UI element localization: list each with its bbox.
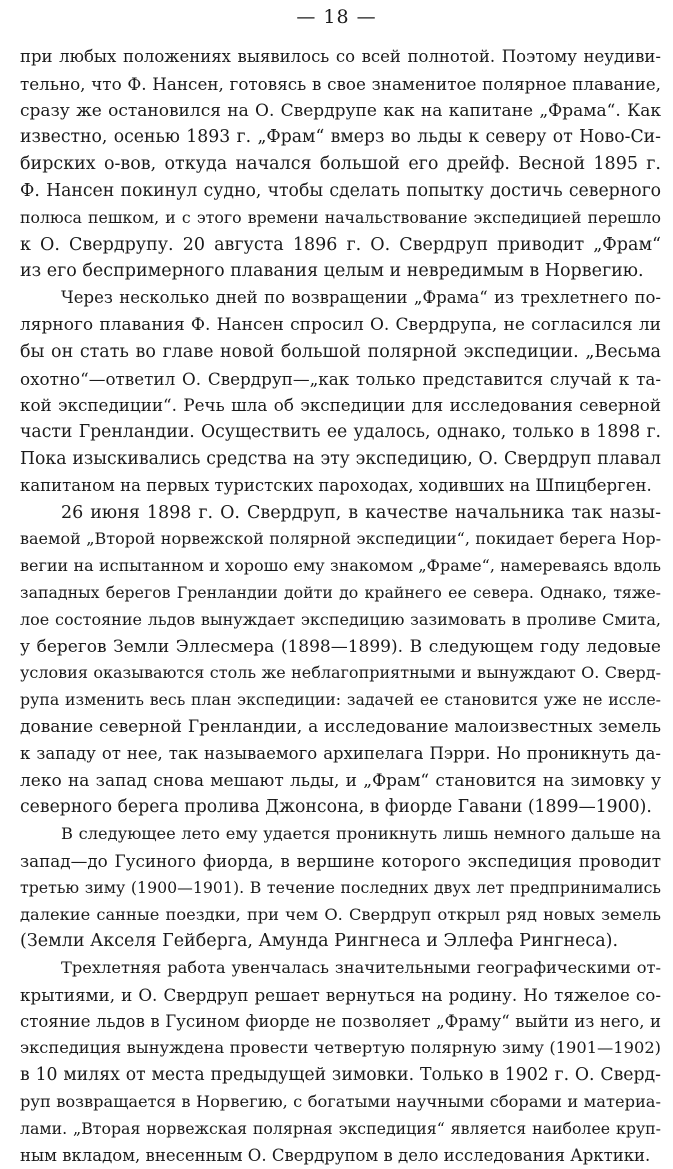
text-line: к западу от нее, так называемого архипелага Пэрри. Но проникнуть да- [20, 743, 661, 763]
body-text [20, 44, 661, 1169]
text-line: у берегов Земли Эллесмера (1898—1899). В следующем году ледовые [20, 636, 661, 657]
text-line: лами. „Вторая норвежская полярная экспедиция“ является наиболее круп- [20, 1118, 661, 1138]
text-line: кой экспедиции“. Речь шла об экспедиции для исследования северной [20, 395, 661, 416]
text-line: западных берегов Гренландии дойти до крайнего ее севера. Однако, тяже- [20, 582, 661, 602]
text-line: бирских о-вов, откуда начался большой его дрейф. Весной 1895 г. [20, 154, 661, 175]
text-line: известно, осенью 1893 г. „Фрам“ вмерз во льды к северу от Ново-Си- [20, 127, 661, 148]
text-line: Пока изыскивались средства на эту экспедицию, О. Свердруп плавал [20, 448, 661, 469]
text-line: Через несколько дней по возвращении „Фрама“ из трехлетнего по- [61, 288, 661, 308]
text-line: (Земли Акселя Гейберга, Амунда Рингнеса и Эллефа Рингнеса). [20, 931, 619, 952]
text-line: третью зиму (1900—1901). В течение последних двух лет предпринимались [20, 877, 661, 897]
text-line: северного берега пролива Джонсона, в фиорде Гавани (1899—1900). [20, 797, 652, 818]
text-line: полюса пешком, и с этого времени начальствование экспедицией перешло [20, 207, 661, 227]
text-line: в 10 милях от места предыдущей зимовки. Только в 1902 г. О. Сверд- [20, 1065, 661, 1086]
text-line: условия оказываются столь же неблагоприятными и вынуждают О. Сверд- [20, 663, 661, 683]
text-line: охотно“—ответил О. Свердруп—„как только представится случай к та- [20, 368, 661, 389]
text-line: лярного плавания Ф. Нансен спросил О. Свердрупа, не согласился ли [20, 314, 661, 335]
text-line: к О. Свердрупу. 20 августа 1896 г. О. Свердруп приводит „Фрам“ [20, 234, 661, 255]
text-line: при любых положениях выявилось со всей полнотой. Поэтому неудиви- [20, 47, 661, 66]
text-line: крытиями, и О. Свердруп решает вернуться на родину. Но тяжелое со- [20, 984, 661, 1005]
text-line: дование северной Гренландии, а исследование малоизвестных земель [20, 716, 661, 737]
text-line: ным вкладом, внесенным О. Свердрупом в дело исследования Арктики. [20, 1145, 651, 1165]
text-line: лое состояние льдов вынуждает экспедицию зазимовать в проливе Смита, [20, 609, 661, 629]
text-line: Трехлетняя работа увенчалась значительными географическими от- [61, 958, 661, 978]
text-line: из его беспримерного плавания целым и невредимым в Норвегию. [20, 261, 644, 282]
text-line: далекие санные поездки, при чем О. Свердруп открыл ряд новых земель [20, 904, 661, 924]
text-line: Ф. Нансен покинул судно, чтобы сделать попытку достичь северного [20, 180, 661, 201]
text-line: В следующее лето ему удается проникнуть лишь немного дальше на [61, 824, 661, 844]
text-line: руп возвращается в Норвегию, с богатыми научными сборами и материа- [20, 1092, 661, 1112]
text-line: бы он стать во главе новой большой полярной экспедиции. „Весьма [20, 341, 661, 362]
text-line: сразу же остановился на О. Свердрупе как на капитане „Фрама“. Как [20, 100, 661, 121]
text-line: леко на запад снова мешают льды, и „Фрам“ становится на зимовку у [20, 770, 661, 791]
text-line: экспедиция вынуждена провести четвертую полярную зиму (1901—1902) [20, 1038, 661, 1058]
text-line: тельно, что Ф. Нансен, готовясь в свое знаменитое полярное плавание, [20, 73, 661, 94]
text-line: капитаном на первых туристских пароходах, ходивших на Шпицберген. [20, 475, 652, 495]
text-line: ваемой „Второй норвежской полярной экспедиции“, покидает берега Нор- [20, 529, 661, 549]
text-line: стояние льдов в Гусином фиорде не позволяет „Фраму“ выйти из него, и [20, 1011, 661, 1031]
text-line: рупа изменить весь план экспедиции: задачей ее становится уже не иссле- [20, 690, 661, 710]
page-number: — 18 — [296, 6, 377, 28]
text-line: вегии на испытанном и хорошо ему знакомом „Фраме“, намереваясь вдоль [20, 556, 661, 576]
text-line: части Гренландии. Осуществить ее удалось, однако, только в 1898 г. [20, 422, 661, 443]
text-line: 26 июня 1898 г. О. Свердруп, в качестве начальника так назы- [61, 502, 661, 523]
text-line: запад—до Гусиного фиорда, в вершине которого экспедиция проводит [20, 850, 661, 871]
